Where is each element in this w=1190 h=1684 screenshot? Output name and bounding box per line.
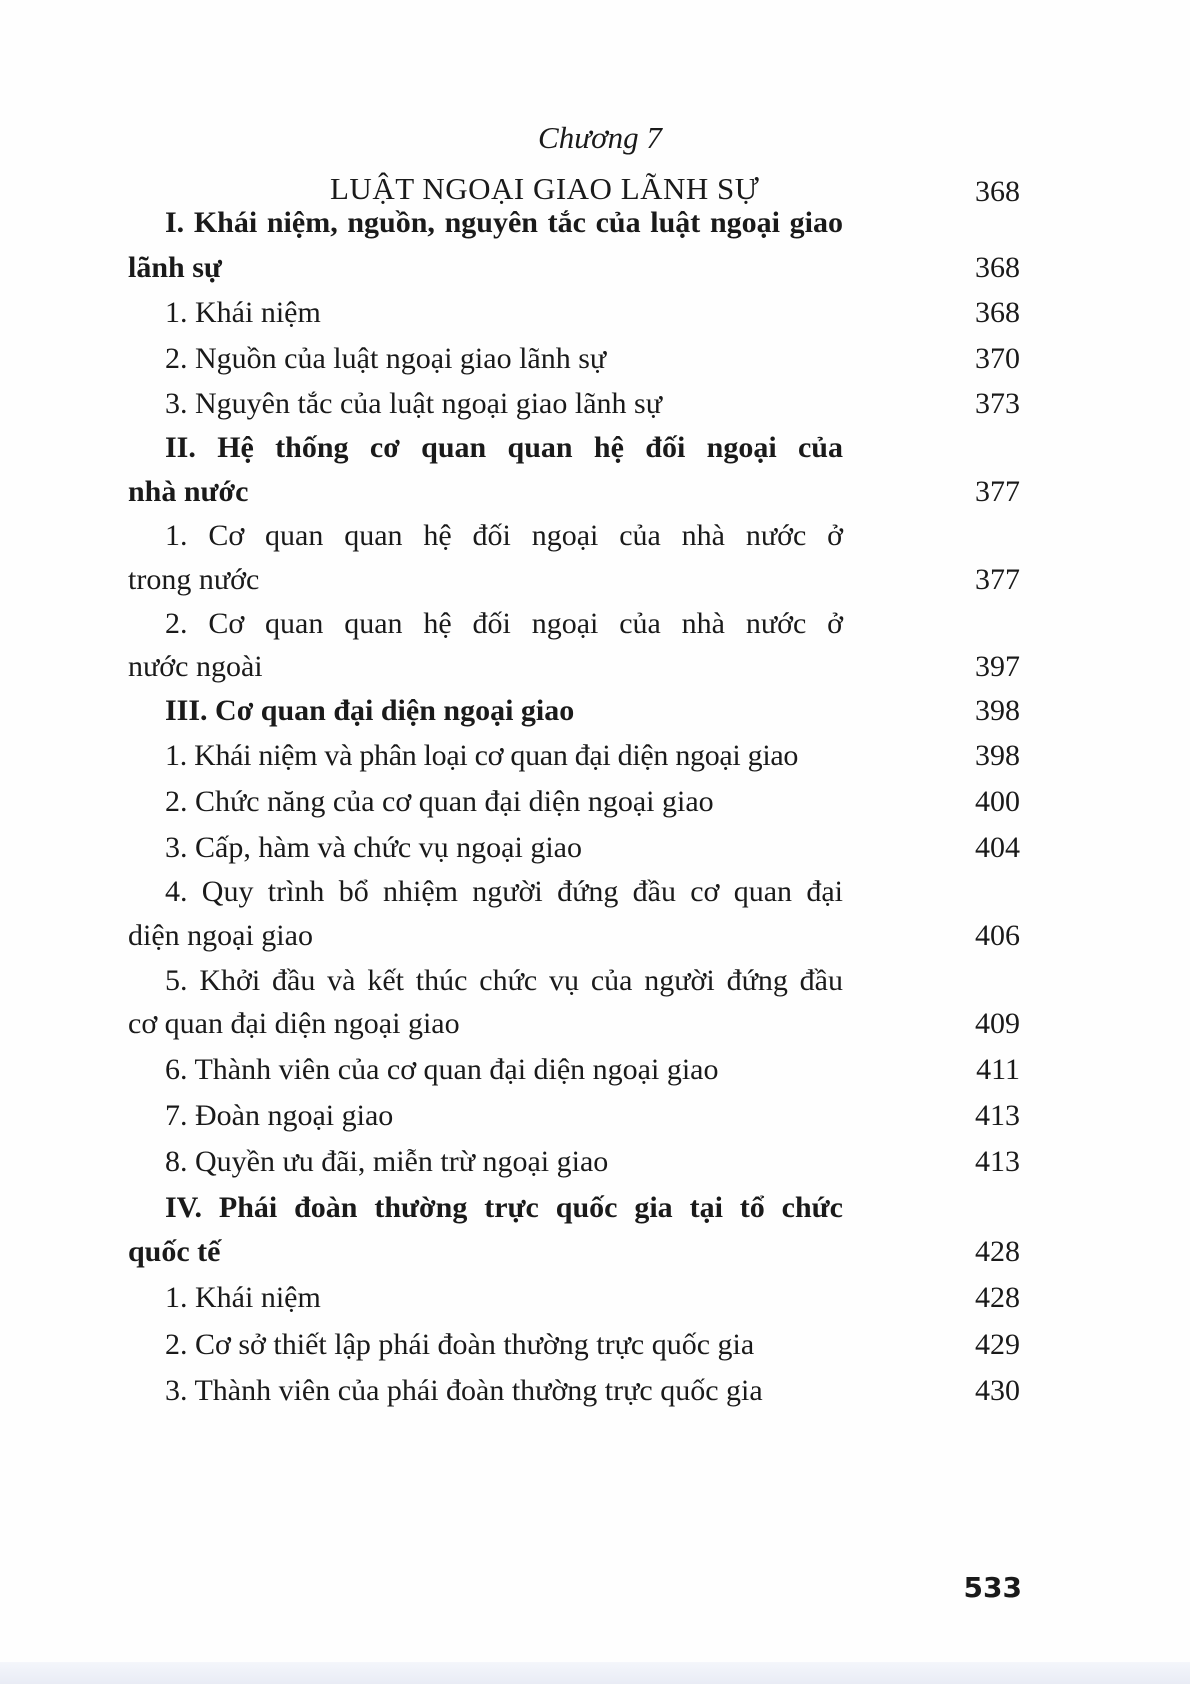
toc-entry-3-8: 8. Quyền ưu đãi, miễn trừ ngoại giao	[165, 1145, 609, 1178]
toc-entry-3-4-line2: diện ngoại giao	[128, 919, 313, 952]
toc-entry-2-1-line2: trong nước	[128, 563, 260, 596]
chapter-label: Chương 7	[538, 120, 662, 155]
toc-entry-2-1-line1: 1. Cơ quan quan hệ đối ngoại của nhà nước ở	[165, 519, 843, 552]
toc-entry-section-2-line2: nhà nước	[128, 475, 249, 508]
toc-entry-1-1: 1. Khái niệm	[165, 296, 321, 329]
toc-entry-3-3-page: 404	[975, 831, 1020, 864]
chapter-page-number: 368	[975, 175, 1020, 208]
toc-entry-3-7-page: 413	[975, 1099, 1020, 1132]
toc-entry-1-2: 2. Nguồn của luật ngoại giao lãnh sự	[165, 342, 607, 375]
page-number: 533	[963, 1571, 1022, 1604]
toc-entry-section-2-page: 377	[975, 475, 1020, 508]
toc-entry-2-2-line2: nước ngoài	[128, 650, 263, 683]
toc-entry-section-1-line1: I. Khái niệm, nguồn, nguyên tắc của luật ngoại giao	[165, 206, 843, 239]
toc-entry-2-2-line1: 2. Cơ quan quan hệ đối ngoại của nhà nước ở	[165, 607, 843, 640]
toc-entry-3-4-line1: 4. Quy trình bổ nhiệm người đứng đầu cơ quan đại	[165, 875, 843, 908]
toc-entry-section-2-line1: II. Hệ thống cơ quan quan hệ đối ngoại của	[165, 431, 843, 464]
toc-entry-section-1-line2: lãnh sự	[128, 251, 222, 284]
toc-entry-4-1: 1. Khái niệm	[165, 1281, 321, 1314]
toc-entry-3-1: 1. Khái niệm và phân loại cơ quan đại diện ngoại giao	[165, 739, 799, 772]
toc-entry-3-2: 2. Chức năng của cơ quan đại diện ngoại giao	[165, 785, 714, 818]
toc-entry-3-3: 3. Cấp, hàm và chức vụ ngoại giao	[165, 831, 582, 864]
chapter-title: LUẬT NGOẠI GIAO LÃNH SỰ	[330, 171, 760, 206]
toc-entry-3-5-line2: cơ quan đại diện ngoại giao	[128, 1007, 460, 1040]
toc-entry-3-1-page: 398	[975, 739, 1020, 772]
toc-entry-1-1-page: 368	[975, 296, 1020, 329]
toc-entry-1-3-page: 373	[975, 387, 1020, 420]
toc-entry-3-4-page: 406	[975, 919, 1020, 952]
toc-entry-3-6-page: 411	[976, 1053, 1020, 1086]
toc-entry-section-3-page: 398	[975, 694, 1020, 727]
toc-entry-section-1-page: 368	[975, 251, 1020, 284]
toc-entry-3-6: 6. Thành viên của cơ quan đại diện ngoại giao	[165, 1053, 719, 1086]
toc-entry-section-3: III. Cơ quan đại diện ngoại giao	[165, 694, 575, 727]
toc-entry-3-5-page: 409	[975, 1007, 1020, 1040]
toc-entry-3-2-page: 400	[975, 785, 1020, 818]
toc-entry-1-2-page: 370	[975, 342, 1020, 375]
toc-entry-2-1-page: 377	[975, 563, 1020, 596]
toc-entry-1-3: 3. Nguyên tắc của luật ngoại giao lãnh sự	[165, 387, 662, 420]
toc-entry-section-4-page: 428	[975, 1235, 1020, 1268]
toc-entry-4-2-page: 429	[975, 1328, 1020, 1361]
toc-entry-4-3-page: 430	[975, 1374, 1020, 1407]
toc-entry-3-7: 7. Đoàn ngoại giao	[165, 1099, 394, 1132]
toc-entry-2-2-page: 397	[975, 650, 1020, 683]
toc-entry-4-3: 3. Thành viên của phái đoàn thường trực quốc gia	[165, 1374, 763, 1407]
toc-entry-4-2: 2. Cơ sở thiết lập phái đoàn thường trực quốc gia	[165, 1328, 755, 1361]
scan-edge	[0, 1662, 1190, 1684]
toc-entry-3-8-page: 413	[975, 1145, 1020, 1178]
toc-entry-3-5-line1: 5. Khởi đầu và kết thúc chức vụ của người đứng đầu	[165, 964, 843, 997]
toc-entry-section-4-line1: IV. Phái đoàn thường trực quốc gia tại tổ chức	[165, 1191, 843, 1224]
toc-entry-section-4-line2: quốc tế	[128, 1235, 221, 1268]
toc-entry-4-1-page: 428	[975, 1281, 1020, 1314]
